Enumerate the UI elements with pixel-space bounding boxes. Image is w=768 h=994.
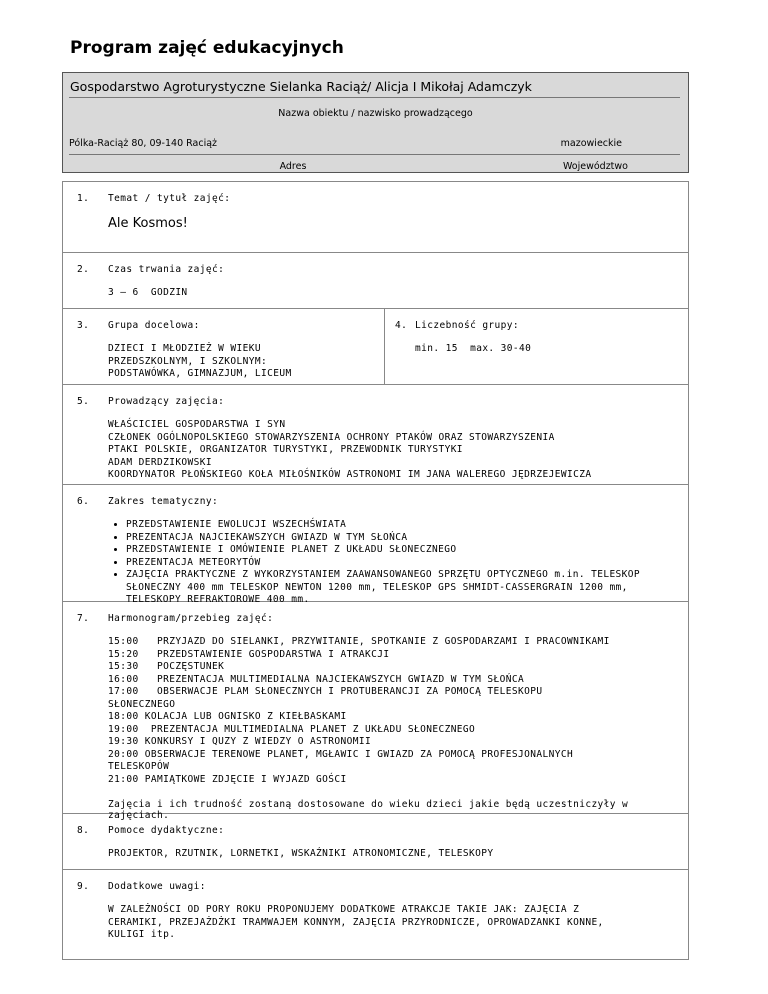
text-line: CERAMIKI, PRZEJAŻDŻKI TRAMWAJEM KONNYM, ZAJĘCIA PRZYRODNICZE, OPROWADZANKI KONNE, <box>108 916 604 928</box>
section-number: 1. <box>77 193 90 204</box>
section-teaching-aids <box>62 814 689 870</box>
section-number: 7. <box>77 613 90 624</box>
page-title: Program zajęć edukacyjnych <box>70 38 344 58</box>
facility-name: Gospodarstwo Agroturystyczne Sielanka Raciąż/ Alicja I Mikołaj Adamczyk <box>70 79 532 94</box>
text-line: DZIECI I MŁODZIEŻ W WIEKU <box>108 343 261 354</box>
list-item: • PRZEDSTAWIENIE I OMÓWIENIE PLANET Z UKŁADU SŁONECZNEGO <box>126 544 674 557</box>
section-group <box>62 309 689 385</box>
text-line: CZŁONEK OGÓLNOPOLSKIEGO STOWARZYSZENIA OCHRONY PTAKÓW ORAZ STOWARZYSZENIA <box>108 431 555 443</box>
schedule-line: 15:00 PRZYJAZD DO SIELANKI, PRZYWITANIE, SPOTKANIE Z GOSPODARZAMI I PRACOWNIKAMI <box>108 636 610 647</box>
section-schedule <box>62 602 689 821</box>
text-line: PODSTAWÓWKA, GIMNAZJUM, LICEUM <box>108 368 292 379</box>
text-line: PTAKI POLSKIE, ORGANIZATOR TURYSTYKI, PRZEWODNIK TURYSTYKI <box>108 444 463 455</box>
text-line: W ZALEŻNOŚCI OD PORY ROKU PROPONUJEMY DODATKOWE ATRAKCJE TAKIE JAK: ZAJĘCIA Z <box>108 904 580 915</box>
section-target-group <box>63 309 385 384</box>
schedule-line: 19:00 PREZENTACJA MULTIMEDIALNA PLANET Z UKŁADU SŁONECZNEGO <box>108 723 476 735</box>
section-label: Grupa docelowa: <box>108 320 200 331</box>
schedule-line: 15:20 PRZEDSTAWIENIE GOSPODARSTWA I ATRAKCJI <box>108 648 390 660</box>
section-number: 5. <box>77 396 90 407</box>
section-number: 8. <box>77 825 90 836</box>
section-label: Harmonogram/przebieg zajęć: <box>108 613 274 624</box>
text-line: PRZEDSZKOLNYM, I SZKOLNYM: <box>108 355 268 367</box>
section-topic <box>62 181 689 253</box>
text-line: KULIGI itp. <box>108 929 176 940</box>
group-size-value: min. 15 max. 30-40 <box>415 343 532 354</box>
section-number: 4. <box>395 320 408 331</box>
section-duration <box>62 253 689 309</box>
section-label: Prowadzący zajęcia: <box>108 396 225 407</box>
schedule-line: 18:00 KOLACJA LUB OGNISKO Z KIEŁBASKAMI <box>108 711 347 722</box>
section-label: Temat / tytuł zajęć: <box>108 193 231 204</box>
address-caption: Adres <box>279 161 307 172</box>
section-group-size <box>385 309 688 384</box>
list-item: • ZAJĘCIA PRAKTYCZNE Z WYKORZYSTANIEM ZAAWANSOWANEGO SPRZĘTU OPTYCZNEGO m.in. TELESKOP SŁONECZNY 400 mm TELESKOP NEWTON 1200 mm, TELESKOP GPS SHMIDT-CASSERGRAIN 1200 mm, TELESKOPY REFRAKTOROWE 400 mm. <box>126 569 674 607</box>
section-label: Czas trwania zajęć: <box>108 264 225 275</box>
schedule-line: 20:00 OBSERWACJE TERENOWE PLANET, MGŁAWIC I GWIAZD ZA POMOCĄ PROFESJONALNYCH <box>108 748 574 760</box>
section-number: 3. <box>77 320 90 331</box>
section-number: 9. <box>77 881 90 892</box>
schedule-note: Zajęcia i ich trudność zostaną dostosowane do wieku dzieci jakie będą uczestniczyły w zajęciach. <box>108 799 629 821</box>
section-number: 6. <box>77 496 90 507</box>
schedule-line: 21:00 PAMIĄTKOWE ZDJĘCIE I WYJAZD GOŚCI <box>108 773 347 785</box>
section-remarks <box>62 870 689 960</box>
region: mazowieckie <box>560 138 622 149</box>
text-line: WŁAŚCICIEL GOSPODARSTWA I SYN <box>108 419 286 430</box>
region-caption: Województwo <box>562 161 628 172</box>
list-item: • PREZENTACJA NAJCIEKAWSZYCH GWIAZD W TYM SŁOŃCA <box>126 532 674 545</box>
section-label: Dodatkowe uwagi: <box>108 881 206 892</box>
schedule-line: 19:30 KONKURSY I QUZY Z WIEDZY O ASTRONOMII <box>108 736 372 747</box>
divider <box>69 154 680 155</box>
text-line: KOORDYNATOR PŁOŃSKIEGO KOŁA MIŁOŚNIKÓW ASTRONOMI IM JANA WALEREGO JĘDRZEJEWICZA <box>108 469 592 480</box>
duration-value: 3 – 6 GODZIN <box>108 287 188 298</box>
section-scope <box>62 485 689 605</box>
section-label: Pomoce dydaktyczne: <box>108 825 225 836</box>
text-line: ADAM DERDZIKOWSKI <box>108 456 213 468</box>
schedule-line: 15:30 POCZĘSTUNEK <box>108 661 225 672</box>
section-instructor <box>62 385 689 485</box>
schedule-line: 17:00 OBSERWACJE PLAM SŁONECZNYCH I PROTUBERANCJI ZA POMOCĄ TELESKOPU <box>108 686 543 697</box>
list-item: • PREZENTACJA METEORYTÓW <box>126 557 674 570</box>
divider <box>69 97 680 98</box>
address: Pólka-Raciąż 80, 09-140 Raciąż <box>69 138 218 149</box>
section-label: Zakres tematyczny: <box>108 496 219 507</box>
facility-caption: Nazwa obiektu / nazwisko prowadzącego <box>278 108 473 119</box>
list-item: • PRZEDSTAWIENIE EWOLUCJI WSZECHŚWIATA <box>126 519 674 532</box>
section-number: 2. <box>77 264 90 275</box>
teaching-aids-value: PROJEKTOR, RZUTNIK, LORNETKI, WSKAŹNIKI ATRONOMICZNE, TELESKOPY <box>108 848 494 859</box>
section-label: Liczebność grupy: <box>415 320 520 331</box>
program-form <box>62 181 689 960</box>
schedule-line: 16:00 PREZENTACJA MULTIMEDIALNA NAJCIEKAWSZYCH GWIAZD W TYM SŁOŃCA <box>108 673 525 685</box>
schedule-line: SŁONECZNEGO <box>108 698 176 710</box>
topic-value: Ale Kosmos! <box>108 216 188 231</box>
facility-header <box>62 72 689 173</box>
schedule-line: TELESKOPÓW <box>108 761 170 772</box>
